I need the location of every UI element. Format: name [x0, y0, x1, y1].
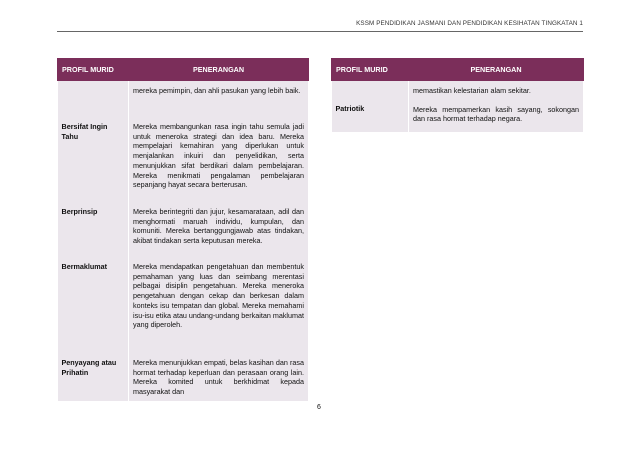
description-paragraph: Mereka menunjukkan empati, belas kasihan dan rasa hormat terhadap keperluan dan perasaan orang lain. Mereka komited untuk berkhidmat kepada masyarakat dan: [133, 358, 304, 397]
profile-description: [409, 86, 584, 132]
table-row: [58, 358, 309, 401]
document-header-title: KSSM PENDIDIKAN JASMANI DAN PENDIDIKAN KESIHATAN TINGKATAN 1: [356, 20, 583, 27]
profile-label: [58, 86, 129, 122]
profile-label-bersifat-ingin-tahu: Bersifat Ingin Tahu: [58, 122, 129, 207]
profile-label-patriotik: Patriotik: [332, 86, 409, 132]
profile-description: [129, 122, 309, 207]
profile-description: [129, 358, 309, 401]
left-profile-table: [57, 58, 309, 401]
profile-label-berprinsip: Berprinsip: [58, 207, 129, 262]
table-row: [332, 86, 584, 132]
right-table-header-row: [332, 59, 584, 81]
left-table-header-row: [58, 59, 309, 81]
table-row: [58, 86, 309, 122]
profile-description: [129, 262, 309, 358]
description-paragraph: Mereka mempamerkan kasih sayang, sokongan dan rasa hormat terhadap negara.: [413, 104, 579, 124]
description-paragraph: Mereka berintegriti dan jujur, kesamarataan, adil dan menghormati maruah individu, kumpulan, dan komuniti. Mereka bertanggungjawab atas tindakan, akibat tindakan serta keputusan mereka.: [133, 207, 304, 246]
left-col-header-profil: PROFIL MURID: [58, 59, 129, 81]
description-paragraph: memastikan kelestarian alam sekitar.: [413, 86, 531, 95]
header-divider: [57, 31, 583, 32]
description-paragraph: Mereka membangunkan rasa ingin tahu semula jadi untuk meneroka strategi dan idea baru. Mereka mempelajari kemahiran yang diperlukan untuk menjalankan inkuiri dan penyelidikan, serta menunjukkan sifat berdikari dalam pembelajaran. Mereka menikmati pengalaman pembelajaran sepanjang hayat secara berterusan.: [133, 122, 304, 190]
profile-description: [129, 207, 309, 262]
profile-label-bermaklumat: Bermaklumat: [58, 262, 129, 358]
table-row: [58, 262, 309, 358]
left-col-header-penerangan: PENERANGAN: [129, 59, 309, 81]
table-row: [58, 122, 309, 207]
profile-description: [129, 86, 309, 122]
right-col-header-profil: PROFIL MURID: [332, 59, 409, 81]
right-profile-table: [331, 58, 584, 132]
table-row: [58, 207, 309, 262]
page-number: 6: [317, 404, 321, 411]
profile-label-penyayang-atau-prihatin: Penyayang atau Prihatin: [58, 358, 129, 401]
description-paragraph: Mereka mendapatkan pengetahuan dan membentuk pemahaman yang luas dan seimbang merentasi pelbagai disiplin pengetahuan. Mereka meneroka pengetahuan dengan cekap dan berkesan dalam konteks isu tempatan dan global. Mereka memahami isu-isu etika atau undang-undang berkaitan maklumat yang diperoleh.: [133, 262, 305, 330]
right-col-header-penerangan: PENERANGAN: [409, 59, 584, 81]
description-paragraph: mereka pemimpin, dan ahli pasukan yang lebih baik.: [133, 86, 301, 95]
